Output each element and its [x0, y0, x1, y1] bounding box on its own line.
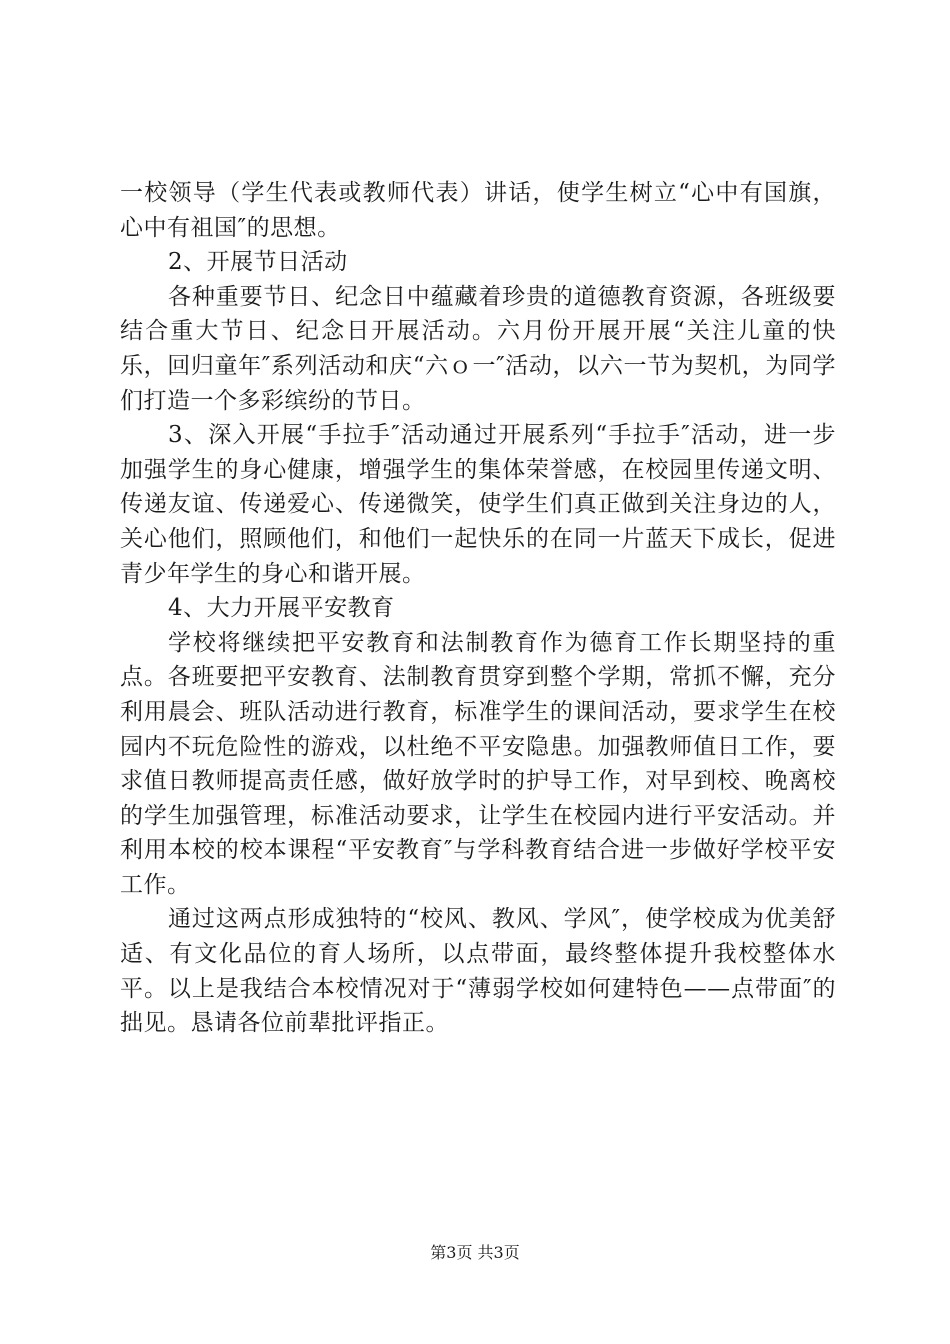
paragraph-7: 通过这两点形成独特的“校风、教风、学风″，使学校成为优美舒适、有文化品位的育人场所，以点带面，最终整体提升我校整体水平。以上是我结合本校情况对于“薄弱学校如何建特色——点带面″的拙见。恳请各位前辈批评指正。: [120, 906, 836, 1037]
paragraph-3: 各种重要节日、纪念日中蕴藏着珍贵的道德教育资源，各班级要结合重大节日、纪念日开展活动。六月份开展开展“关注儿童的快乐，回归童年″系列活动和庆“六ｏ一″活动，以六一节为契机，为同学们打造一个多彩缤纷的节日。: [120, 283, 836, 414]
heading-safety-education: 4、大力开展平安教育: [168, 595, 395, 622]
document-body: [120, 176, 836, 1041]
paragraph-6: 学校将继续把平安教育和法制教育作为德育工作长期坚持的重点。各班要把平安教育、法制教育贯穿到整个学期，常抓不懈，充分利用晨会、班队活动进行教育，标准学生的课间活动，要求学生在校园内不玩危险性的游戏，以杜绝不平安隐患。加强教师值日工作，要求值日教师提高责任感，做好放学时的护导工作，对早到校、晚离校的学生加强管理，标准活动要求，让学生在校园内进行平安活动。并利用本校的校本课程“平安教育″与学科教育结合进一步做好学校平安工作。: [120, 629, 836, 898]
heading-festival-activities: 2、开展节日活动: [168, 249, 348, 276]
paragraph-4: 3、深入开展“手拉手″活动通过开展系列“手拉手″活动，进一步加强学生的身心健康，增强学生的集体荣誉感，在校园里传递文明、传递友谊、传递爱心、传递微笑，使学生们真正做到关注身边的人，关心他们，照顾他们，和他们一起快乐的在同一片蓝天下成长，促进青少年学生的身心和谐开展。: [120, 422, 836, 587]
paragraph-1: 一校领导（学生代表或教师代表）讲话，使学生树立“心中有国旗，心中有祖国″的思想。: [120, 180, 836, 241]
page-footer: [0, 1242, 950, 1264]
page-number: 第3页 共3页: [430, 1243, 520, 1262]
